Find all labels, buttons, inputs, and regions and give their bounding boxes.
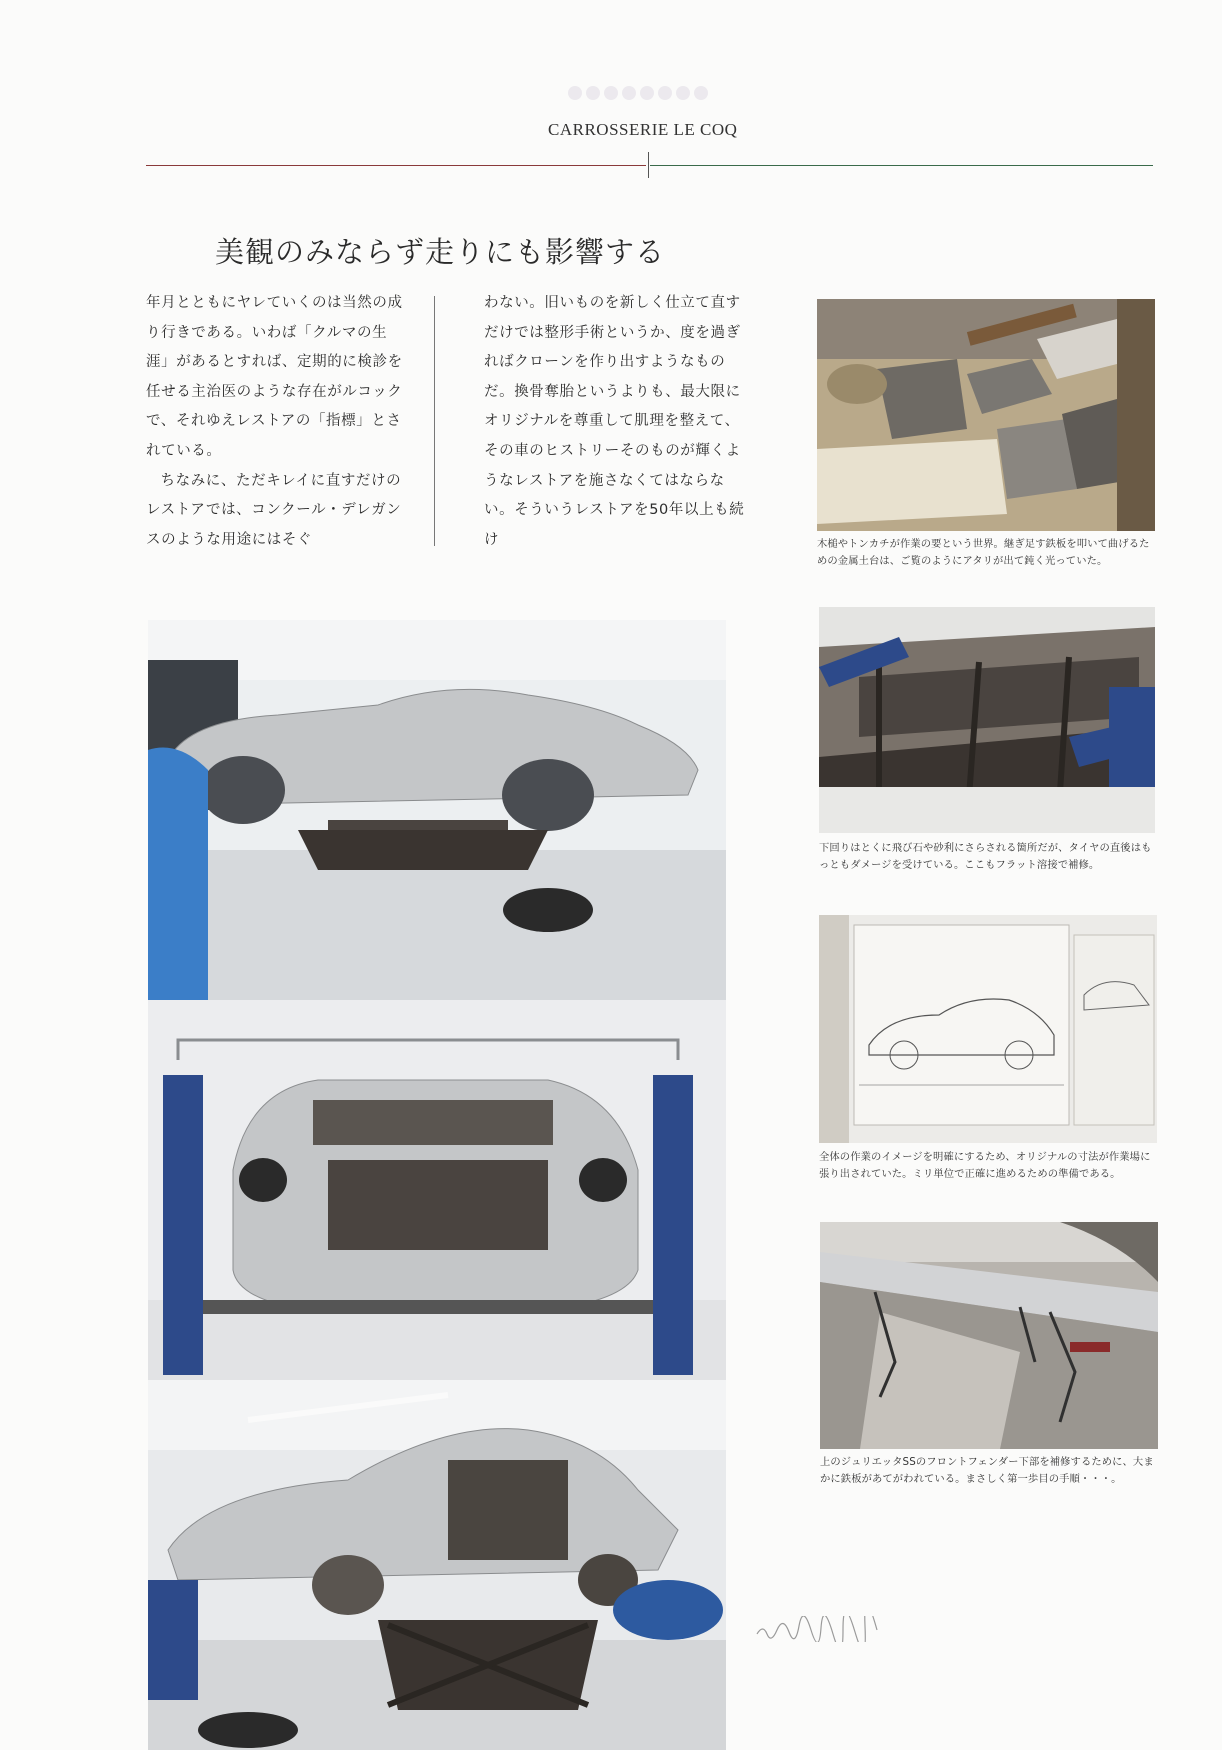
car-underside-photo bbox=[819, 607, 1155, 833]
section-header-label: CARROSSERIE LE COQ bbox=[548, 120, 738, 139]
caption-tools: 木槌やトンカチが作業の要という世界。継ぎ足す鉄板を叩いて曲げるための金属土台は、ご覧のようにアタリが出て鈍く光っていた。 bbox=[817, 538, 1150, 567]
blueprint-drawing-photo bbox=[819, 915, 1157, 1143]
header-rule-left bbox=[146, 165, 646, 166]
caption-fender: 上のジュリエッタSSのフロントフェンダー下部を補修するために、大まかに鉄板があてがわれている。まさしく第一歩目の手順・・・。 bbox=[820, 1456, 1154, 1485]
handwritten-mark bbox=[755, 1616, 895, 1642]
body-paragraph-2: ちなみに、ただキレイに直すだけのレストアでは、コンクール・デレガンスのような用途にはそぐ bbox=[146, 472, 402, 548]
body-column-2 bbox=[484, 289, 746, 555]
body-column-1 bbox=[146, 289, 408, 555]
article-headline: 美観のみならず走りにも影響する bbox=[215, 235, 666, 269]
bare-metal-spider-on-lift-photo bbox=[148, 620, 726, 1000]
bare-metal-car-front-on-lift-photo bbox=[148, 1000, 726, 1380]
column-divider bbox=[434, 296, 435, 546]
body-paragraph-3: わない。旧いものを新しく仕立て直すだけでは整形手術というか、度を過ぎればクローンを作り出すようなものだ。換骨奪胎というよりも、最大限にオリジナルを尊重して肌理を整えて、その車のヒストリーそのものが輝くようなレストアを施さなくてはならない。そういうレストアを50年以上も続け bbox=[484, 295, 745, 548]
bare-metal-coupe-on-lift-photo bbox=[148, 1380, 726, 1750]
fender-clamps-photo bbox=[820, 1222, 1158, 1449]
header-dots-ornament bbox=[568, 86, 708, 100]
caption-underside: 下回りはとくに飛び石や砂利にさらされる箇所だが、タイヤの直後はもっともダメージを受けている。ここもフラット溶接で補修。 bbox=[819, 842, 1152, 871]
body-paragraph-1: 年月とともにヤレていくのは当然の成り行きである。いわば「クルマの生涯」があるとすれば、定期的に検診を任せる主治医のような存在がルコックで、それゆえレストアの「指標」とされている。 bbox=[146, 295, 403, 459]
workbench-hammers-photo bbox=[817, 299, 1155, 531]
header-rule-tick bbox=[648, 152, 649, 178]
header-rule-right bbox=[650, 165, 1153, 166]
caption-drawing: 全体の作業のイメージを明確にするため、オリジナルの寸法が作業場に張り出されていた。ミリ単位で正確に進めるための準備である。 bbox=[819, 1151, 1151, 1180]
